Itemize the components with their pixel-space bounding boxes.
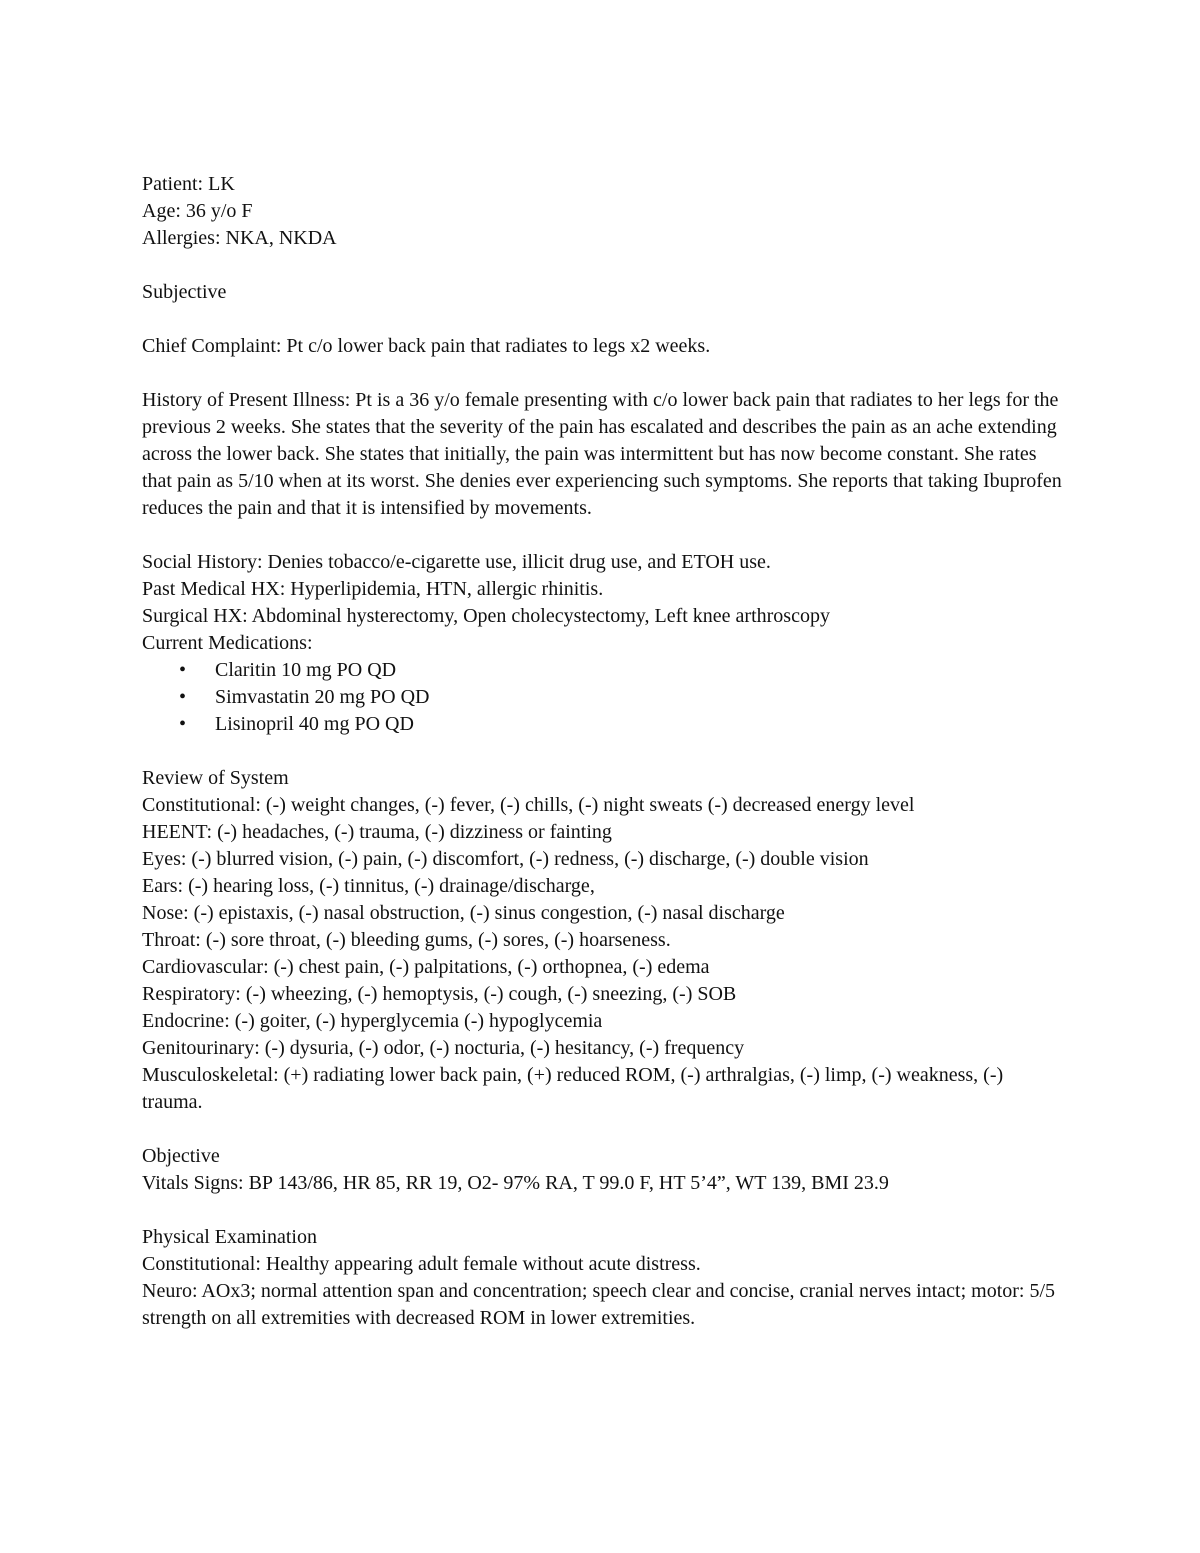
medication-item <box>142 711 1067 738</box>
objective-heading: Objective <box>142 1145 220 1167</box>
spacer <box>142 522 1067 549</box>
patient-line: Patient: LK <box>142 173 235 195</box>
pe-neuro: Neuro: AOx3; normal attention span and concentration; speech clear and concise, cranial nerves intact; motor: 5/5 strength on all extremities with decreased ROM in lower extremities. <box>142 1280 1056 1329</box>
ros-endocrine: Endocrine: (-) goiter, (-) hyperglycemia (-) hypoglycemia <box>142 1010 603 1032</box>
medication-text: Lisinopril 40 mg PO QD <box>215 713 414 735</box>
surgical-history: Surgical HX: Abdominal hysterectomy, Open cholecystectomy, Left knee arthroscopy <box>142 605 830 627</box>
social-history: Social History: Denies tobacco/e-cigarette use, illicit drug use, and ETOH use. <box>142 551 771 573</box>
medication-text: Simvastatin 20 mg PO QD <box>215 686 430 708</box>
ros-heent: HEENT: (-) headaches, (-) trauma, (-) dizziness or fainting <box>142 821 612 843</box>
spacer <box>142 1197 1067 1224</box>
ros-genitourinary: Genitourinary: (-) dysuria, (-) odor, (-) nocturia, (-) hesitancy, (-) frequency <box>142 1037 745 1059</box>
ros-ears: Ears: (-) hearing loss, (-) tinnitus, (-) drainage/discharge, <box>142 875 595 897</box>
spacer <box>142 306 1067 333</box>
ros-eyes: Eyes: (-) blurred vision, (-) pain, (-) discomfort, (-) redness, (-) discharge, (-) double vision <box>142 848 869 870</box>
pe-constitutional: Constitutional: Healthy appearing adult female without acute distress. <box>142 1253 701 1275</box>
spacer <box>142 360 1067 387</box>
medication-item <box>142 684 1067 711</box>
physical-exam-heading: Physical Examination <box>142 1226 317 1248</box>
spacer <box>142 1116 1067 1143</box>
subjective-heading: Subjective <box>142 281 227 303</box>
spacer <box>142 252 1067 279</box>
medication-item <box>142 657 1067 684</box>
medication-list <box>142 657 1067 738</box>
medication-text: Claritin 10 mg PO QD <box>215 659 397 681</box>
chief-complaint: Chief Complaint: Pt c/o lower back pain that radiates to legs x2 weeks. <box>142 335 711 357</box>
history-of-present-illness: History of Present Illness: Pt is a 36 y/o female presenting with c/o lower back pain that radiates to her legs for the previous 2 weeks. She states that the severity of the pain has escalated and describes the pain as an ache extending across the lower back. She states that initially, the pain was intermittent but has now become constant. She rates that pain as 5/10 when at its worst. She denies ever experiencing such symptoms. She reports that taking Ibuprofen reduces the pain and that it is intensified by movements. <box>142 389 1062 519</box>
ros-musculoskeletal: Musculoskeletal: (+) radiating lower back pain, (+) reduced ROM, (-) arthralgias, (-) limp, (-) weakness, (-) trauma. <box>142 1064 1004 1113</box>
spacer <box>142 738 1067 765</box>
ros-throat: Throat: (-) sore throat, (-) bleeding gums, (-) sores, (-) hoarseness. <box>142 929 671 951</box>
bullet-icon: • <box>179 713 187 735</box>
age-line: Age: 36 y/o F <box>142 200 253 222</box>
bullet-icon: • <box>179 659 187 681</box>
ros-constitutional: Constitutional: (-) weight changes, (-) fever, (-) chills, (-) night sweats (-) decreased energy level <box>142 794 915 816</box>
ros-cardiovascular: Cardiovascular: (-) chest pain, (-) palpitations, (-) orthopnea, (-) edema <box>142 956 710 978</box>
past-medical-history: Past Medical HX: Hyperlipidemia, HTN, allergic rhinitis. <box>142 578 604 600</box>
ros-nose: Nose: (-) epistaxis, (-) nasal obstruction, (-) sinus congestion, (-) nasal discharge <box>142 902 785 924</box>
current-medications-label: Current Medications: <box>142 632 313 654</box>
ros-respiratory: Respiratory: (-) wheezing, (-) hemoptysis, (-) cough, (-) sneezing, (-) SOB <box>142 983 737 1005</box>
bullet-icon: • <box>179 686 187 708</box>
vital-signs: Vitals Signs: BP 143/86, HR 85, RR 19, O2- 97% RA, T 99.0 F, HT 5’4”, WT 139, BMI 23.9 <box>142 1172 889 1194</box>
ros-heading: Review of System <box>142 767 289 789</box>
document-body <box>142 171 1067 1332</box>
allergies-line: Allergies: NKA, NKDA <box>142 227 337 249</box>
